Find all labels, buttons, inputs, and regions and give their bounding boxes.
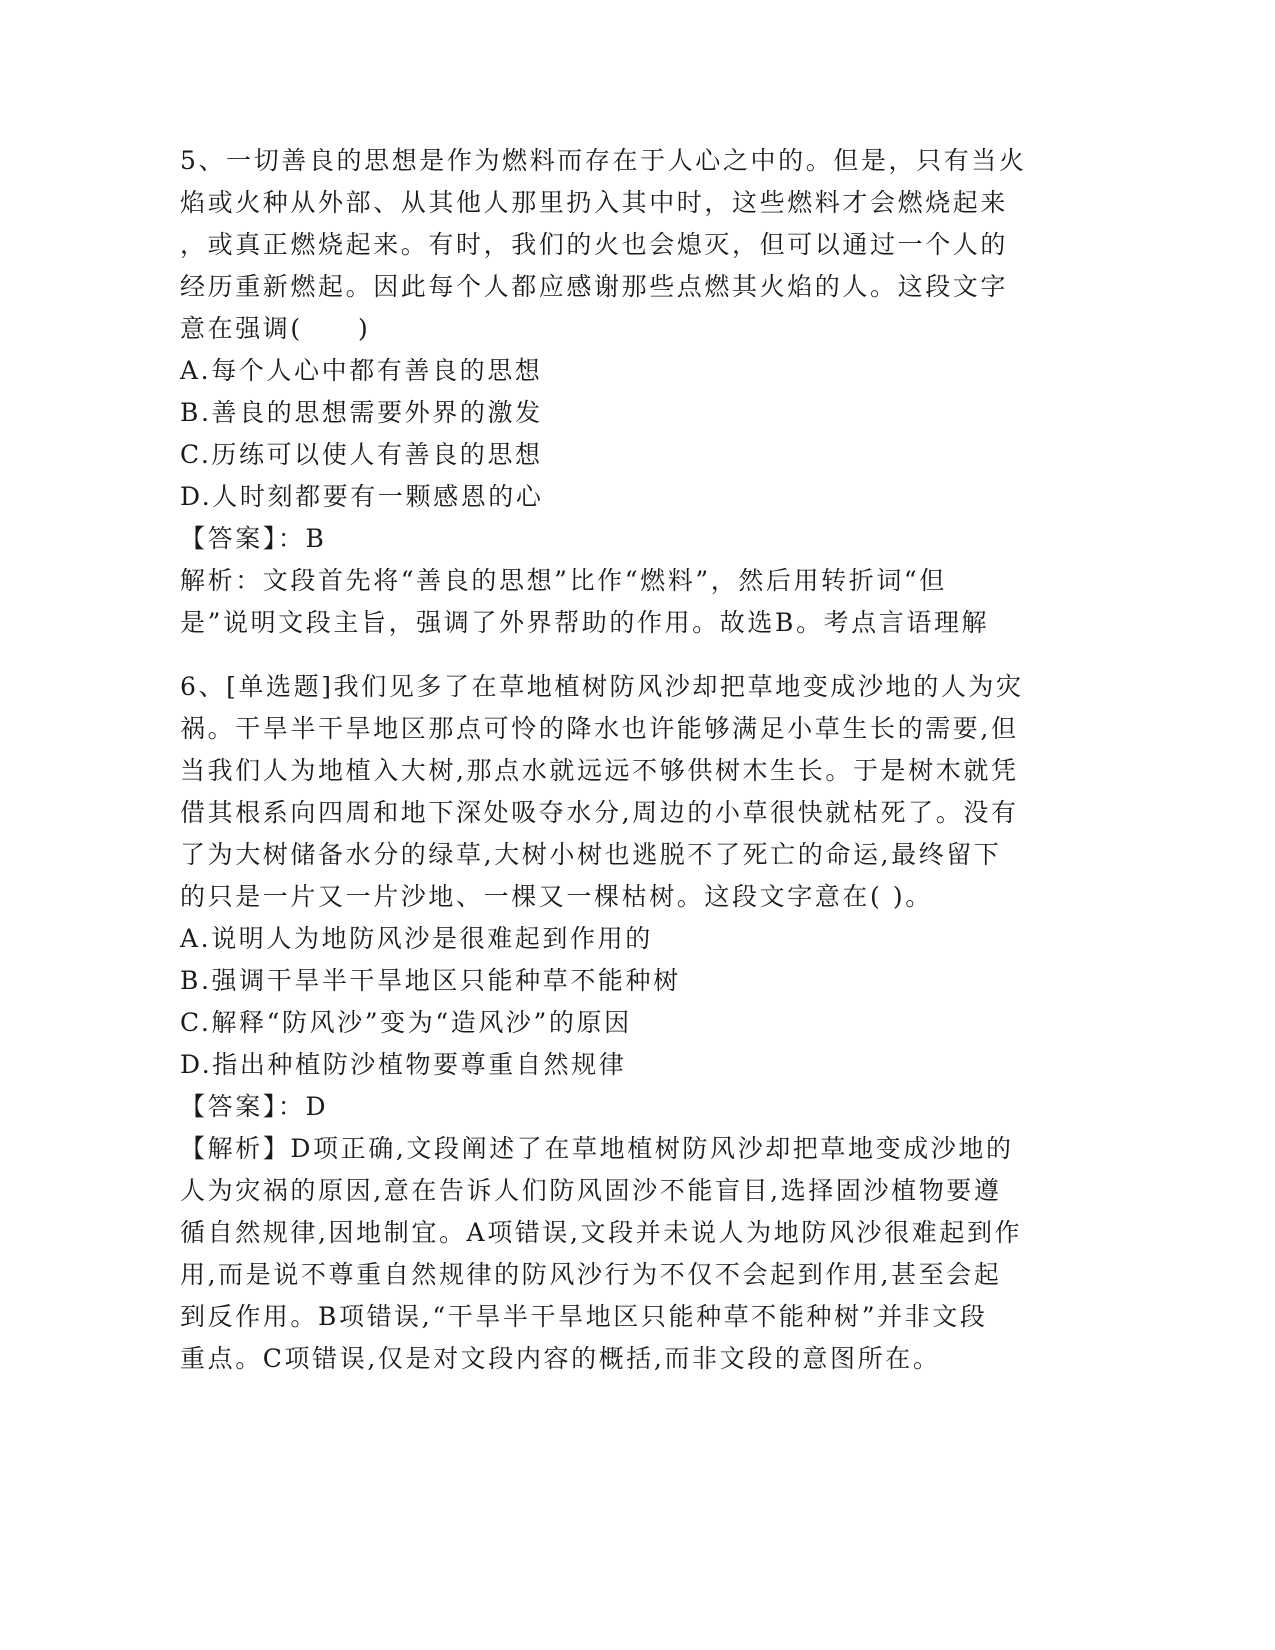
option-d: D.人时刻都要有一颗感恩的心 bbox=[180, 482, 544, 511]
stem-line: 当我们人为地植入大树,那点水就远远不够供树木生长。于是树木就凭 bbox=[180, 756, 1019, 785]
question-divider bbox=[180, 644, 1040, 666]
document-page bbox=[180, 140, 1040, 1380]
option-c: C.解释“防风沙”变为“造风沙”的原因 bbox=[180, 1008, 632, 1037]
stem-line: 的只是一片又一片沙地、一棵又一棵枯树。这段文字意在( )。 bbox=[180, 882, 933, 911]
option-list bbox=[180, 350, 1040, 518]
stem-line: 祸。干旱半干旱地区那点可怜的降水也许能够满足小草生长的需要,但 bbox=[180, 714, 1019, 743]
stem-line: 意在强调( ) bbox=[180, 314, 371, 343]
stem-line: 了为大树储备水分的绿草,大树小树也逃脱不了死亡的命运,最终留下 bbox=[180, 840, 1002, 869]
question-6 bbox=[180, 666, 1040, 1380]
option-b: B.强调干旱半干旱地区只能种草不能种树 bbox=[180, 966, 681, 995]
analysis-line: 解析：文段首先将“善良的思想”比作“燃料”，然后用转折词“但 bbox=[180, 566, 947, 595]
stem-line: 经历重新燃起。因此每个人都应感谢那些点燃其火焰的人。这段文字 bbox=[180, 272, 1009, 301]
analysis-line: 循自然规律,因地制宜。A项错误,文段并未说人为地防风沙很难起到作 bbox=[180, 1218, 1023, 1247]
analysis-line: 是”说明文段主旨，强调了外界帮助的作用。故选B。考点言语理解 bbox=[180, 608, 990, 637]
stem-line: 焰或火种从外部、从其他人那里扔入其中时，这些燃料才会燃烧起来 bbox=[180, 188, 1009, 217]
question-stem bbox=[180, 666, 1040, 918]
analysis-line: 到反作用。B项错误,“干旱半干旱地区只能种草不能种树”并非文段 bbox=[180, 1302, 988, 1331]
option-d: D.指出种植防沙植物要尊重自然规律 bbox=[180, 1050, 627, 1079]
question-stem bbox=[180, 140, 1040, 350]
analysis-line: 用,而是说不尊重自然规律的防风沙行为不仅不会起到作用,甚至会起 bbox=[180, 1260, 1002, 1289]
analysis bbox=[180, 560, 1040, 644]
analysis bbox=[180, 1128, 1040, 1380]
answer-line: 【答案】：D bbox=[180, 1092, 329, 1121]
stem-line: 借其根系向四周和地下深处吸夺水分,周边的小草很快就枯死了。没有 bbox=[180, 798, 1019, 827]
question-5 bbox=[180, 140, 1040, 644]
answer-line: 【答案】：B bbox=[180, 524, 327, 553]
stem-line: 6、[单选题]我们见多了在草地植树防风沙却把草地变成沙地的人为灾 bbox=[180, 672, 1024, 701]
stem-line: ，或真正燃烧起来。有时，我们的火也会熄灭，但可以通过一个人的 bbox=[180, 230, 1009, 259]
stem-line: 5、一切善良的思想是作为燃料而存在于人心之中的。但是，只有当火 bbox=[180, 146, 1027, 175]
option-b: B.善良的思想需要外界的激发 bbox=[180, 398, 543, 427]
analysis-line: 人为灾祸的原因,意在告诉人们防风固沙不能盲目,选择固沙植物要遵 bbox=[180, 1176, 1002, 1205]
analysis-line: 重点。C项错误,仅是对文段内容的概括,而非文段的意图所在。 bbox=[180, 1344, 941, 1373]
analysis-line: 【解析】D项正确,文段阐述了在草地植树防风沙却把草地变成沙地的 bbox=[180, 1134, 1014, 1163]
option-a: A.每个人心中都有善良的思想 bbox=[180, 356, 543, 385]
option-c: C.历练可以使人有善良的思想 bbox=[180, 440, 543, 469]
option-a: A.说明人为地防风沙是很难起到作用的 bbox=[180, 924, 653, 953]
option-list bbox=[180, 918, 1040, 1086]
